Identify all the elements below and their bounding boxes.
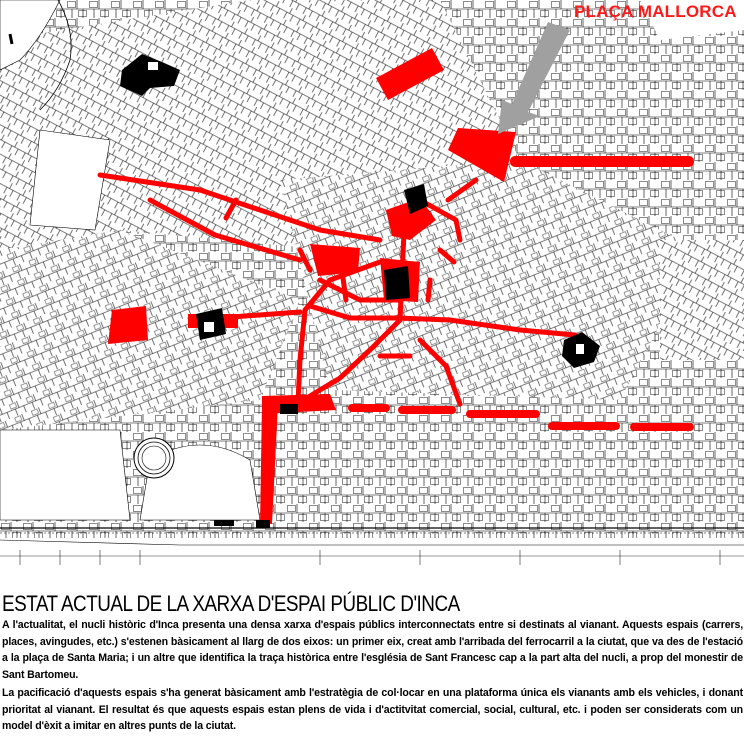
north-mark-icon (10, 34, 12, 44)
caption (0, 585, 744, 744)
caption-title: ESTAT ACTUAL DE LA XARXA D'ESPAI PÚBLIC D'INCA (2, 591, 460, 616)
caption-paragraph-1: A l'actualitat, el nucli històric d'Inca presenta una densa xarxa d'espais públics interconnectats entre si destinats al vianant. Aquests espais (carrers, places, avingudes, etc.) s'estenen bàsicament al llarg de dos eixos: un primer eix, creat amb l'arribada del ferrocarril a la ciutat, que va des de l'estació a la plaça de Santa Maria; i un altre que identifica la traça històrica entre l'església de Sant Francesc cap a la part alta del nucli, a prop del monestir de Sant Bartomeu. (2, 619, 743, 682)
bullring (134, 438, 174, 478)
map-label-plaza-mallorca: PLAÇA MALLORCA (574, 2, 737, 21)
caption-paragraph-2: La pacificació d'aquests espais s'ha generat bàsicament amb l'estratègia de col·locar en una plataforma única els vianants amb els vehicles, i donant prioritat al vianant. El resultat és que aquests espais estan plens de vida i d'actitvitat comercial, social, cultural, etc. i poden ser considerats com un model d'èxit a imitar en altres punts de la ciutat. (2, 687, 743, 733)
